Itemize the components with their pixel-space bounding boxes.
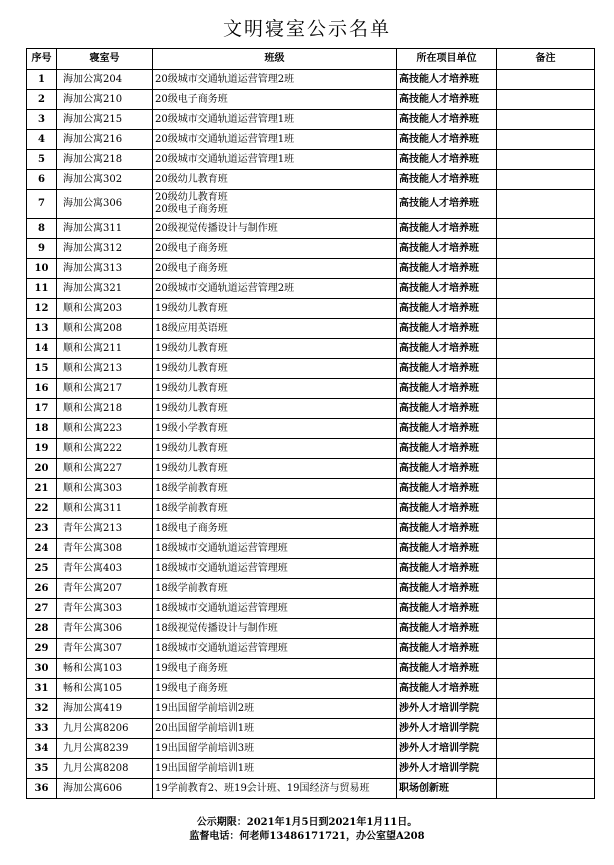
row-number: 33 — [27, 719, 57, 739]
room-number: 海加公寓302 — [57, 170, 153, 190]
table-row — [27, 190, 595, 219]
class-cell — [153, 170, 397, 190]
room-number: 顺和公寓217 — [57, 379, 153, 399]
table-row — [27, 379, 595, 399]
class-cell — [153, 319, 397, 339]
class-cell — [153, 699, 397, 719]
class-cell — [153, 130, 397, 150]
class-name: 19级幼儿教育班 — [155, 462, 228, 474]
note-cell — [497, 539, 595, 559]
row-number: 2 — [27, 90, 57, 110]
room-number: 青年公寓306 — [57, 619, 153, 639]
row-number: 32 — [27, 699, 57, 719]
row-number: 29 — [27, 639, 57, 659]
row-number: 34 — [27, 739, 57, 759]
project-unit: 高技能人才培养班 — [397, 170, 497, 190]
table-row — [27, 599, 595, 619]
column-header-number: 序号 — [27, 49, 57, 70]
project-unit: 高技能人才培养班 — [397, 90, 497, 110]
table-row — [27, 110, 595, 130]
class-cell — [153, 299, 397, 319]
room-number: 顺和公寓223 — [57, 419, 153, 439]
class-name: 19级幼儿教育班 — [155, 342, 228, 354]
room-number: 顺和公寓211 — [57, 339, 153, 359]
table-row — [27, 679, 595, 699]
room-number: 青年公寓307 — [57, 639, 153, 659]
row-number: 15 — [27, 359, 57, 379]
class-name: 19级幼儿教育班 — [155, 402, 228, 414]
table-row — [27, 130, 595, 150]
project-unit: 高技能人才培养班 — [397, 479, 497, 499]
row-number: 16 — [27, 379, 57, 399]
room-number: 青年公寓303 — [57, 599, 153, 619]
room-number: 青年公寓403 — [57, 559, 153, 579]
table-row — [27, 639, 595, 659]
class-cell — [153, 359, 397, 379]
table-row — [27, 499, 595, 519]
table-row — [27, 719, 595, 739]
column-header-note: 备注 — [497, 49, 595, 70]
table-row — [27, 170, 595, 190]
class-name: 18级城市交通轨道运营管理班 — [155, 562, 288, 574]
table-row — [27, 70, 595, 90]
note-cell — [497, 419, 595, 439]
class-name: 18级应用英语班 — [155, 322, 228, 334]
column-header-class: 班级 — [153, 49, 397, 70]
room-number: 海加公寓311 — [57, 219, 153, 239]
row-number: 19 — [27, 439, 57, 459]
table-row — [27, 339, 595, 359]
table-row — [27, 699, 595, 719]
project-unit: 高技能人才培养班 — [397, 619, 497, 639]
room-number: 九月公寓8208 — [57, 759, 153, 779]
class-cell — [153, 539, 397, 559]
class-cell — [153, 559, 397, 579]
class-cell — [153, 639, 397, 659]
room-number: 畅和公寓105 — [57, 679, 153, 699]
class-cell — [153, 719, 397, 739]
note-cell — [497, 439, 595, 459]
class-cell — [153, 259, 397, 279]
project-unit: 高技能人才培养班 — [397, 559, 497, 579]
project-unit: 高技能人才培养班 — [397, 639, 497, 659]
room-number: 海加公寓606 — [57, 779, 153, 799]
note-cell — [497, 379, 595, 399]
note-cell — [497, 359, 595, 379]
publicity-period: 公示期限：2021年1月5日到2021年1月11日。 — [196, 817, 418, 828]
project-unit: 高技能人才培养班 — [397, 539, 497, 559]
project-unit: 涉外人才培训学院 — [397, 759, 497, 779]
class-name: 20级城市交通轨道运营管理2班 — [155, 73, 295, 85]
table-row — [27, 150, 595, 170]
row-number: 22 — [27, 499, 57, 519]
note-cell — [497, 699, 595, 719]
row-number: 24 — [27, 539, 57, 559]
class-name: 20级电子商务班 — [155, 93, 228, 105]
room-number: 顺和公寓303 — [57, 479, 153, 499]
note-cell — [497, 259, 595, 279]
table-row — [27, 439, 595, 459]
project-unit: 高技能人才培养班 — [397, 279, 497, 299]
row-number: 14 — [27, 339, 57, 359]
class-cell — [153, 70, 397, 90]
row-number: 21 — [27, 479, 57, 499]
project-unit: 高技能人才培养班 — [397, 319, 497, 339]
dorm-roster-table — [26, 48, 595, 799]
class-name: 18级城市交通轨道运营管理班 — [155, 642, 288, 654]
note-cell — [497, 110, 595, 130]
room-number: 顺和公寓311 — [57, 499, 153, 519]
room-number: 顺和公寓218 — [57, 399, 153, 419]
class-name: 19级幼儿教育班 — [155, 302, 228, 314]
row-number: 9 — [27, 239, 57, 259]
room-number: 畅和公寓103 — [57, 659, 153, 679]
note-cell — [497, 719, 595, 739]
class-cell — [153, 459, 397, 479]
table-row — [27, 359, 595, 379]
class-name: 19级幼儿教育班 — [155, 382, 228, 394]
class-name: 19级电子商务班 — [155, 682, 228, 694]
room-number: 顺和公寓213 — [57, 359, 153, 379]
row-number: 10 — [27, 259, 57, 279]
table-row — [27, 479, 595, 499]
row-number: 27 — [27, 599, 57, 619]
room-number: 顺和公寓222 — [57, 439, 153, 459]
table-row — [27, 299, 595, 319]
project-unit: 高技能人才培养班 — [397, 339, 497, 359]
project-unit: 高技能人才培养班 — [397, 130, 497, 150]
class-cell — [153, 579, 397, 599]
note-cell — [497, 319, 595, 339]
class-name: 19出国留学前培训2班 — [155, 702, 255, 714]
note-cell — [497, 339, 595, 359]
room-number: 青年公寓207 — [57, 579, 153, 599]
class-cell — [153, 779, 397, 799]
class-name: 19级电子商务班 — [155, 662, 228, 674]
table-row — [27, 759, 595, 779]
class-name: 18级学前教育班 — [155, 582, 228, 594]
project-unit: 高技能人才培养班 — [397, 259, 497, 279]
note-cell — [497, 459, 595, 479]
project-unit: 涉外人才培训学院 — [397, 699, 497, 719]
project-unit: 职场创新班 — [397, 779, 497, 799]
class-cell — [153, 110, 397, 130]
table-body — [27, 70, 595, 799]
note-cell — [497, 279, 595, 299]
table-row — [27, 419, 595, 439]
class-cell — [153, 90, 397, 110]
class-name: 20级幼儿教育班 — [155, 192, 228, 203]
class-cell — [153, 219, 397, 239]
note-cell — [497, 519, 595, 539]
row-number: 13 — [27, 319, 57, 339]
room-number: 海加公寓216 — [57, 130, 153, 150]
note-cell — [497, 679, 595, 699]
note-cell — [497, 130, 595, 150]
project-unit: 涉外人才培训学院 — [397, 739, 497, 759]
class-cell — [153, 399, 397, 419]
class-name: 20级电子商务班 — [155, 242, 228, 254]
row-number: 12 — [27, 299, 57, 319]
table-row — [27, 539, 595, 559]
project-unit: 高技能人才培养班 — [397, 599, 497, 619]
class-name: 19学前教育2、班19会计班、19国经济与贸易班 — [155, 782, 370, 794]
table-row — [27, 459, 595, 479]
note-cell — [497, 239, 595, 259]
row-number: 31 — [27, 679, 57, 699]
class-name: 19级小学教育班 — [155, 422, 228, 434]
note-cell — [497, 599, 595, 619]
room-number: 海加公寓215 — [57, 110, 153, 130]
class-cell — [153, 379, 397, 399]
room-number: 顺和公寓203 — [57, 299, 153, 319]
note-cell — [497, 170, 595, 190]
class-cell — [153, 339, 397, 359]
class-name: 20级城市交通轨道运营管理1班 — [155, 133, 295, 145]
project-unit: 高技能人才培养班 — [397, 659, 497, 679]
row-number: 23 — [27, 519, 57, 539]
class-name: 20级城市交通轨道运营管理1班 — [155, 153, 295, 165]
table-row — [27, 399, 595, 419]
row-number: 28 — [27, 619, 57, 639]
project-unit: 高技能人才培养班 — [397, 110, 497, 130]
table-header-row — [27, 49, 595, 70]
class-name: 18级学前教育班 — [155, 502, 228, 514]
class-name: 20级幼儿教育班 — [155, 173, 228, 185]
room-number: 海加公寓321 — [57, 279, 153, 299]
class-name: 19级幼儿教育班 — [155, 442, 228, 454]
row-number: 4 — [27, 130, 57, 150]
row-number: 1 — [27, 70, 57, 90]
room-number: 九月公寓8239 — [57, 739, 153, 759]
note-cell — [497, 779, 595, 799]
row-number: 17 — [27, 399, 57, 419]
supervision-contact: 监督电话：何老师13486171721，办公室望A208 — [189, 831, 425, 842]
class-cell — [153, 239, 397, 259]
class-cell — [153, 659, 397, 679]
table-row — [27, 519, 595, 539]
project-unit: 高技能人才培养班 — [397, 459, 497, 479]
project-unit: 高技能人才培养班 — [397, 359, 497, 379]
class-cell — [153, 279, 397, 299]
class-cell — [153, 499, 397, 519]
note-cell — [497, 90, 595, 110]
project-unit: 高技能人才培养班 — [397, 519, 497, 539]
table-row — [27, 559, 595, 579]
class-name: 18级视觉传播设计与制作班 — [155, 622, 278, 634]
room-number: 海加公寓210 — [57, 90, 153, 110]
project-unit: 高技能人才培养班 — [397, 239, 497, 259]
class-name: 20级电子商务班 — [155, 262, 228, 274]
class-cell — [153, 419, 397, 439]
room-number: 青年公寓308 — [57, 539, 153, 559]
table-row — [27, 279, 595, 299]
class-name: 19级幼儿教育班 — [155, 362, 228, 374]
table-row — [27, 779, 595, 799]
table-row — [27, 619, 595, 639]
class-name: 20级城市交通轨道运营管理2班 — [155, 282, 295, 294]
row-number: 36 — [27, 779, 57, 799]
row-number: 18 — [27, 419, 57, 439]
table-row — [27, 239, 595, 259]
class-cell — [153, 619, 397, 639]
class-name: 20级电子商务班 — [155, 204, 228, 215]
row-number: 11 — [27, 279, 57, 299]
row-number: 25 — [27, 559, 57, 579]
note-cell — [497, 659, 595, 679]
class-name: 19出国留学前培训1班 — [155, 762, 255, 774]
project-unit: 高技能人才培养班 — [397, 70, 497, 90]
room-number: 海加公寓218 — [57, 150, 153, 170]
class-name: 18级电子商务班 — [155, 522, 228, 534]
class-cell — [153, 739, 397, 759]
class-cell — [153, 439, 397, 459]
class-name: 18级城市交通轨道运营管理班 — [155, 602, 288, 614]
project-unit: 高技能人才培养班 — [397, 579, 497, 599]
class-name: 18级学前教育班 — [155, 482, 228, 494]
table-row — [27, 90, 595, 110]
table-row — [27, 259, 595, 279]
note-cell — [497, 299, 595, 319]
project-unit: 高技能人才培养班 — [397, 150, 497, 170]
class-cell — [153, 759, 397, 779]
row-number: 20 — [27, 459, 57, 479]
room-number: 青年公寓213 — [57, 519, 153, 539]
note-cell — [497, 190, 595, 219]
row-number: 3 — [27, 110, 57, 130]
note-cell — [497, 479, 595, 499]
class-name: 18级城市交通轨道运营管理班 — [155, 542, 288, 554]
class-name: 20出国留学前培训1班 — [155, 722, 255, 734]
table-row — [27, 319, 595, 339]
note-cell — [497, 219, 595, 239]
row-number: 35 — [27, 759, 57, 779]
class-name: 20级视觉传播设计与制作班 — [155, 222, 278, 234]
note-cell — [497, 639, 595, 659]
class-cell — [153, 599, 397, 619]
class-cell — [153, 479, 397, 499]
row-number: 8 — [27, 219, 57, 239]
class-name: 19出国留学前培训3班 — [155, 742, 255, 754]
note-cell — [497, 399, 595, 419]
room-number: 海加公寓419 — [57, 699, 153, 719]
note-cell — [497, 150, 595, 170]
project-unit: 高技能人才培养班 — [397, 399, 497, 419]
document-title: 文明寝室公示名单 — [222, 18, 391, 40]
project-unit: 高技能人才培养班 — [397, 439, 497, 459]
table-row — [27, 659, 595, 679]
room-number: 海加公寓313 — [57, 259, 153, 279]
project-unit: 涉外人才培训学院 — [397, 719, 497, 739]
class-cell — [153, 190, 397, 219]
note-cell — [497, 759, 595, 779]
note-cell — [497, 559, 595, 579]
row-number: 30 — [27, 659, 57, 679]
room-number: 顺和公寓227 — [57, 459, 153, 479]
column-header-room: 寝室号 — [57, 49, 153, 70]
room-number: 顺和公寓208 — [57, 319, 153, 339]
note-cell — [497, 499, 595, 519]
table-row — [27, 219, 595, 239]
note-cell — [497, 579, 595, 599]
project-unit: 高技能人才培养班 — [397, 419, 497, 439]
column-header-unit: 所在项目单位 — [397, 49, 497, 70]
class-cell — [153, 519, 397, 539]
row-number: 7 — [27, 190, 57, 219]
class-cell — [153, 679, 397, 699]
room-number: 九月公寓8206 — [57, 719, 153, 739]
room-number: 海加公寓312 — [57, 239, 153, 259]
project-unit: 高技能人才培养班 — [397, 379, 497, 399]
row-number: 26 — [27, 579, 57, 599]
table-row — [27, 579, 595, 599]
note-cell — [497, 619, 595, 639]
note-cell — [497, 70, 595, 90]
project-unit: 高技能人才培养班 — [397, 679, 497, 699]
project-unit: 高技能人才培养班 — [397, 219, 497, 239]
room-number: 海加公寓306 — [57, 190, 153, 219]
row-number: 6 — [27, 170, 57, 190]
row-number: 5 — [27, 150, 57, 170]
note-cell — [497, 739, 595, 759]
project-unit: 高技能人才培养班 — [397, 190, 497, 219]
table-row — [27, 739, 595, 759]
room-number: 海加公寓204 — [57, 70, 153, 90]
project-unit: 高技能人才培养班 — [397, 299, 497, 319]
project-unit: 高技能人才培养班 — [397, 499, 497, 519]
class-name: 20级城市交通轨道运营管理1班 — [155, 113, 295, 125]
class-cell — [153, 150, 397, 170]
